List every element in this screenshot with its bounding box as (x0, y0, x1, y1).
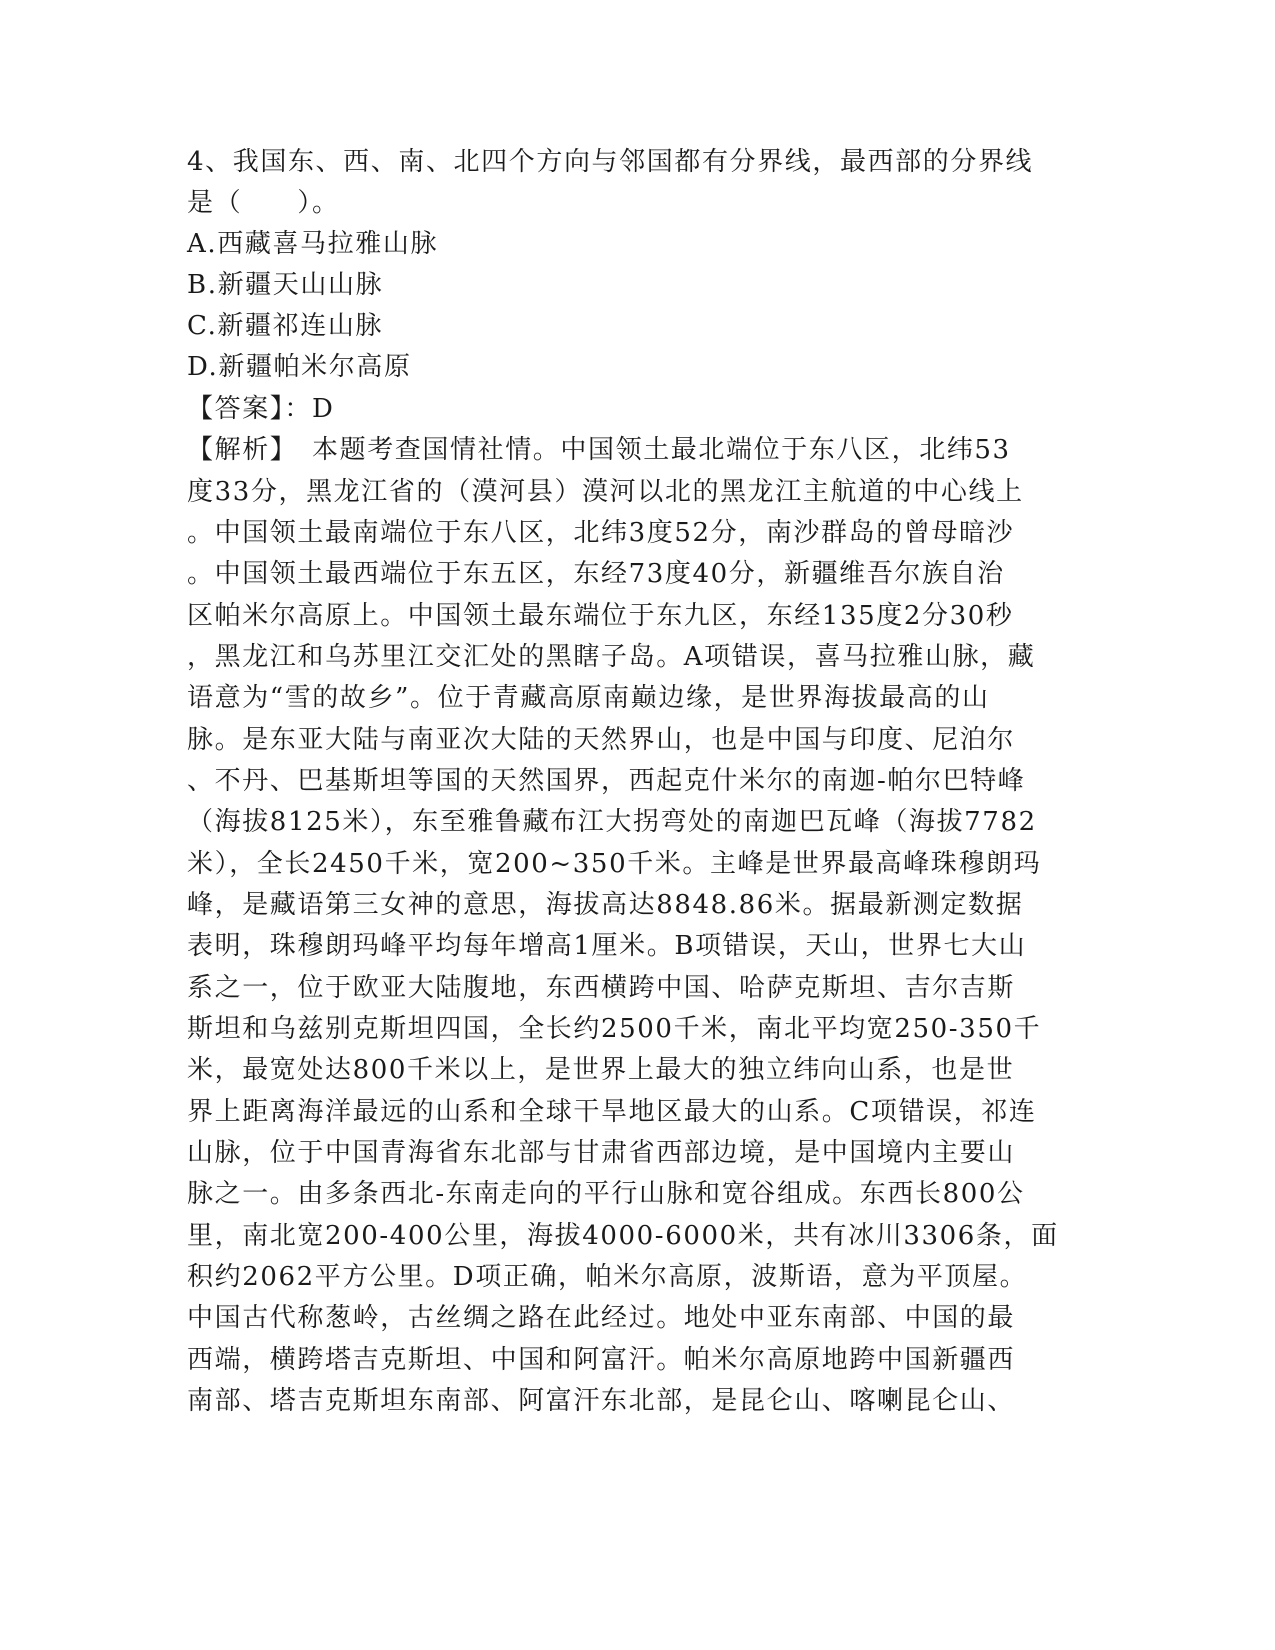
explanation-line: 区帕米尔高原上。中国领土最东端位于东九区，东经135度2分30秒 (187, 601, 1014, 631)
explanation-line: 山脉，位于中国青海省东北部与甘肃省西部边境，是中国境内主要山 (187, 1138, 1016, 1168)
explanation-line: 峰，是藏语第三女神的意思，海拔高达8848.86米。据最新测定数据 (187, 890, 1024, 920)
option-d: D.新疆帕米尔高原 (187, 352, 412, 382)
explanation-line: 西端，横跨塔吉克斯坦、中国和阿富汗。帕米尔高原地跨中国新疆西 (187, 1345, 1016, 1375)
option-a: A.西藏喜马拉雅山脉 (187, 229, 439, 259)
explanation-line: 语意为“雪的故乡”。位于青藏高原南巅边缘，是世界海拔最高的山 (187, 683, 990, 713)
option-b: B.新疆天山山脉 (187, 270, 384, 300)
answer-line: 【答案】：D (187, 394, 335, 424)
explanation-line: 。中国领土最南端位于东八区，北纬3度52分，南沙群岛的曾母暗沙 (187, 518, 1015, 548)
question-stem-line-2: 是（ ）。 (187, 188, 340, 218)
explanation-line: 南部、塔吉克斯坦东南部、阿富汗东北部，是昆仑山、喀喇昆仑山、 (187, 1386, 1016, 1416)
explanation-line: 米，最宽处达800千米以上，是世界上最大的独立纬向山系，也是世 (187, 1055, 1015, 1085)
explanation-line: 系之一，位于欧亚大陆腹地，东西横跨中国、哈萨克斯坦、吉尔吉斯 (187, 973, 1016, 1003)
explanation-line: 脉。是东亚大陆与南亚次大陆的天然界山，也是中国与印度、尼泊尔 (187, 725, 1016, 755)
explanation-line: 。中国领土最西端位于东五区，东经73度40分，新疆维吾尔族自治 (187, 559, 1005, 589)
explanation-line: 表明，珠穆朗玛峰平均每年增高1厘米。B项错误，天山，世界七大山 (187, 931, 1027, 961)
explanation-line: 中国古代称葱岭，古丝绸之路在此经过。地处中亚东南部、中国的最 (187, 1303, 1016, 1333)
explanation-line: （海拔8125米），东至雅鲁藏布江大拐弯处的南迦巴瓦峰（海拔7782 (187, 807, 1037, 837)
explanation-line: ，黑龙江和乌苏里江交汇处的黑瞎子岛。A项错误，喜马拉雅山脉，藏 (187, 642, 1036, 672)
explanation-line: 里，南北宽200-400公里，海拔4000-6000米，共有冰川3306条，面 (187, 1221, 1059, 1251)
explanation-line: 积约2062平方公里。D项正确，帕米尔高原，波斯语，意为平顶屋。 (187, 1262, 1028, 1292)
explanation-line: 度33分，黑龙江省的（漠河县）漠河以北的黑龙江主航道的中心线上 (187, 477, 1024, 507)
explanation-line: 、不丹、巴基斯坦等国的天然国界，西起克什米尔的南迦-帕尔巴特峰 (187, 766, 1026, 796)
explanation-line: 脉之一。由多条西北-东南走向的平行山脉和宽谷组成。东西长800公 (187, 1179, 1025, 1209)
explanation-line: 【解析】 本题考查国情社情。中国领土最北端位于东八区，北纬53 (187, 435, 1011, 465)
explanation-line: 界上距离海洋最远的山系和全球干旱地区最大的山系。C项错误，祁连 (187, 1097, 1037, 1127)
explanation-line: 斯坦和乌兹别克斯坦四国，全长约2500千米，南北平均宽250-350千 (187, 1014, 1042, 1044)
explanation-line: 米），全长2450千米，宽200~350千米。主峰是世界最高峰珠穆朗玛 (187, 849, 1042, 879)
question-stem-line-1: 4、我国东、西、南、北四个方向与邻国都有分界线，最西部的分界线 (187, 147, 1034, 177)
option-c: C.新疆祁连山脉 (187, 311, 384, 341)
